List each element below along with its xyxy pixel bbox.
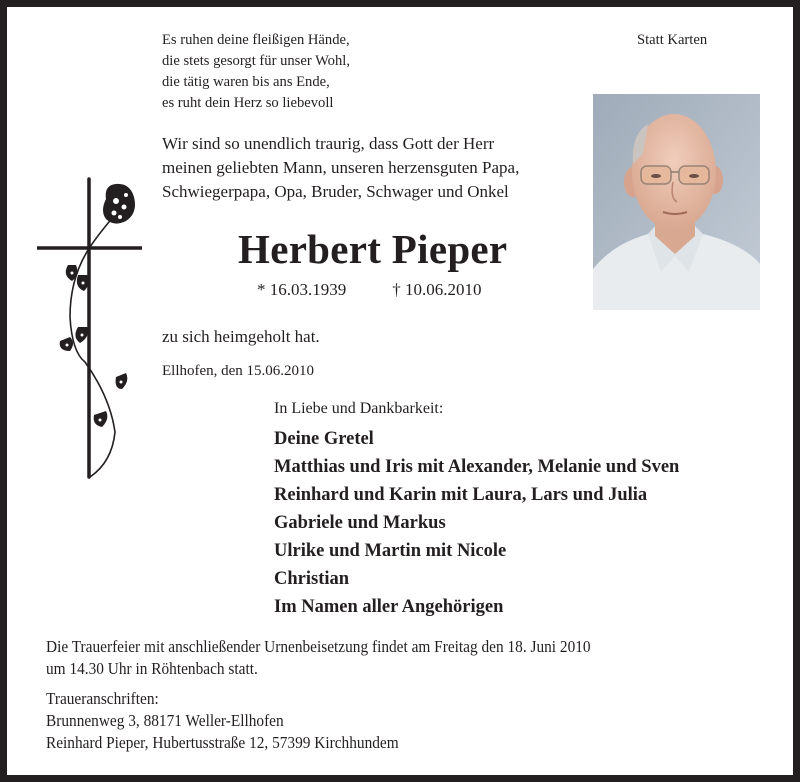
statt-karten-label: Statt Karten [637,32,708,48]
birth-date: * 16.03.1939 [257,280,347,299]
intro-line: meinen geliebten Mann, unseren herzensguten Papa, [162,158,520,177]
poem-line: die stets gesorgt für unser Wohl, [162,53,350,69]
poem-line: die tätig waren bis ans Ende, [162,74,330,90]
poem-line: Es ruhen deine fleißigen Hände, [162,32,350,48]
death-date: † 10.06.2010 [392,280,482,299]
mourner-item: Im Namen aller Angehörigen [274,597,504,617]
poem [162,30,350,114]
poem-line: es ruht dein Herz so liebevoll [162,95,334,111]
place-date: Ellhofen, den 15.06.2010 [162,363,315,379]
funeral-info [46,636,591,680]
mourner-item: Christian [274,569,350,589]
portrait-image-icon [593,94,760,310]
mourners-list [274,425,679,621]
mourner-item: Gabriele und Markus [274,513,446,533]
mourner-item: Matthias und Iris mit Alexander, Melanie und Sven [274,457,680,477]
intro-line: Wir sind so unendlich traurig, dass Gott der Herr [162,134,495,153]
funeral-line: um 14.30 Uhr in Röhtenbach statt. [46,659,258,678]
mourner-item: Ulrike und Martin mit Nicole [274,541,507,561]
intro-line: Schwiegerpapa, Opa, Bruder, Schwager und Onkel [162,182,509,201]
life-dates [257,279,482,301]
condolence-addresses [46,688,399,754]
addresses-heading: Traueranschriften: [46,689,159,708]
deceased-name: Herbert Pieper [238,226,508,272]
mourner-item: Deine Gretel [274,429,374,449]
funeral-line: Die Trauerfeier mit anschließender Urnenbeisetzung findet am Freitag den 18. Juni 2010 [46,637,591,656]
portrait-photo [593,94,760,310]
obituary-card [7,7,793,775]
address-line: Reinhard Pieper, Hubertusstraße 12, 57399 Kirchhundem [46,733,399,752]
mourners-heading: In Liebe und Dankbarkeit: [274,400,444,417]
cross-with-rose-icon [30,177,150,487]
mourner-item: Reinhard und Karin mit Laura, Lars und Julia [274,485,648,505]
address-line: Brunnenweg 3, 88171 Weller-Ellhofen [46,711,284,730]
intro-text [162,132,519,204]
closing-phrase: zu sich heimgeholt hat. [162,327,320,346]
